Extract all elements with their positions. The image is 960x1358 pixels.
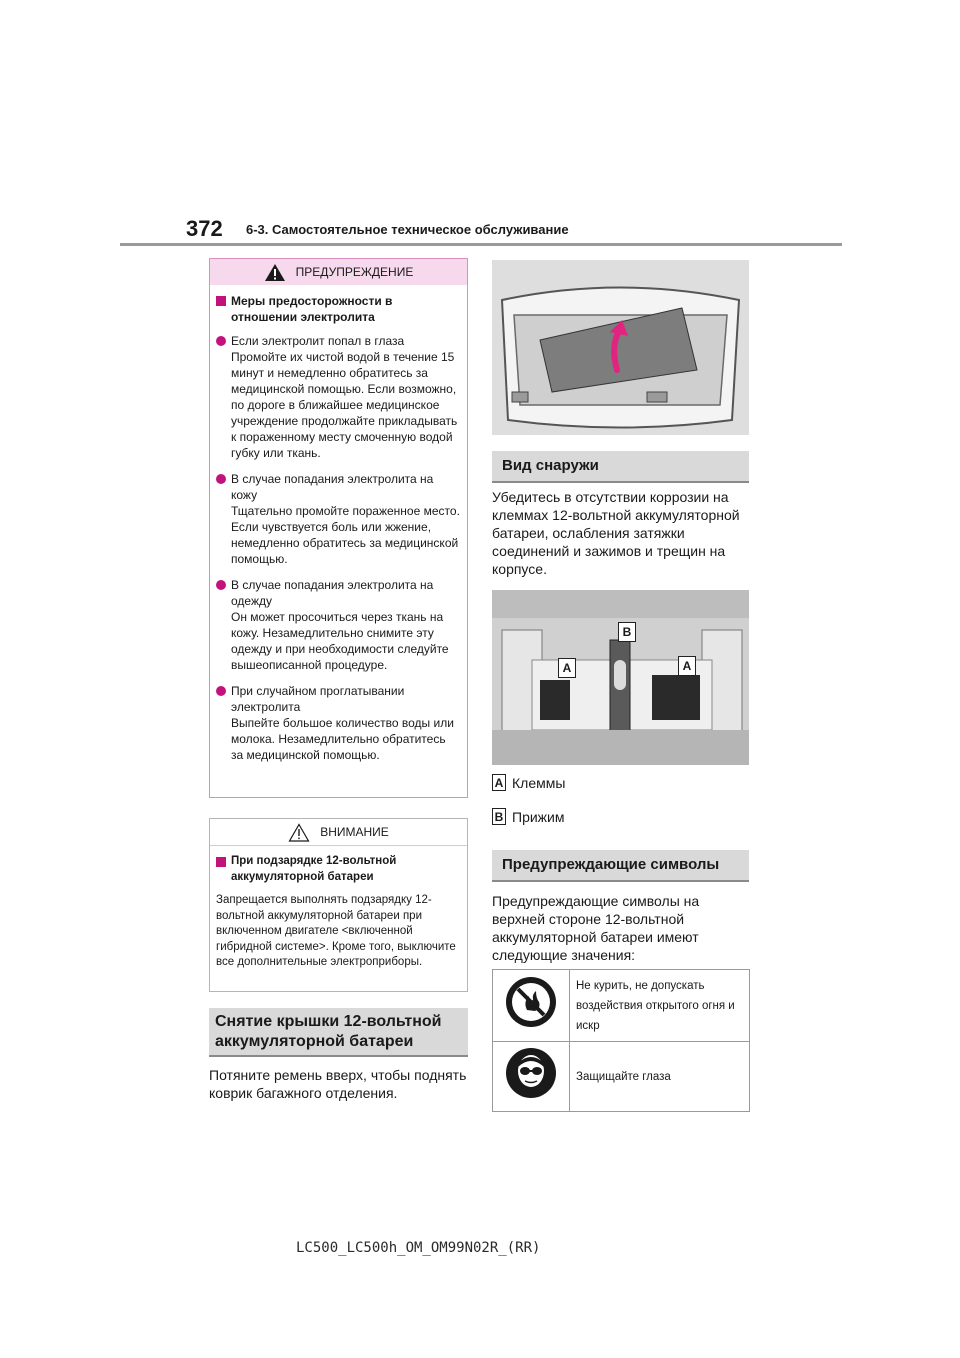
footer-code: LC500_LC500h_OM_OM99N02R_(RR) [296, 1240, 541, 1256]
header-rule [120, 243, 842, 246]
outside-view-text: Убедитесь в отсутствии коррозии на клеммах 12-вольтной аккумуляторной батареи, ослабления затяжки соединений и зажимов и трещин на корпусе. [492, 489, 740, 577]
remove-cover-text: Потяните ремень вверх, чтобы поднять коврик багажного отделения. [209, 1067, 467, 1101]
warning-item: При случайном проглатывании электролита Выпейте большое количество воды или молока. Незамедлительно обратитесь за медицинской помощью. [216, 683, 461, 763]
caution-title: ВНИМАНИЕ [320, 825, 389, 839]
warning-item: В случае попадания электролита на одежду Он может просочиться через ткань на кожу. Незамедлительно снимите эту одежду и при необходимости следуйте вышеописанной процедуре. [216, 577, 461, 673]
trunk-photo [492, 260, 749, 435]
symbol-meaning: Защищайте глаза [570, 1042, 750, 1112]
caution-text: Запрещается выполнять подзарядку 12-вольтной аккумуляторной батареи при включенном двигателе <включенной гибридной системе>. Кроме того, выключите все дополнительные электроприборы. [216, 894, 456, 968]
photo-label-a: A [558, 658, 576, 678]
legend-text: Прижим [512, 808, 565, 825]
legend-key: A [492, 774, 506, 791]
warning-subhead: Меры предосторожности в отношении электролита [216, 293, 461, 325]
warning-box [209, 258, 468, 798]
round-bullet-icon [216, 474, 226, 484]
square-bullet-icon [216, 857, 226, 867]
photo-label-b: B [618, 622, 636, 642]
legend-item [492, 774, 565, 791]
caution-triangle-icon [288, 823, 310, 842]
round-bullet-icon [216, 686, 226, 696]
warning-header [210, 259, 467, 285]
outside-view-heading: Вид снаружи [492, 451, 749, 483]
caution-header [210, 819, 467, 846]
no-fire-icon [505, 976, 557, 1028]
warning-title: ПРЕДУПРЕЖДЕНИЕ [295, 265, 414, 279]
warning-item: В случае попадания электролита на кожу Тщательно промойте пораженное место. Если чувствуется боль или жжение, немедленно обратитесь за медицинской помощью. [216, 471, 461, 567]
symbol-meaning: Не курить, не допускать воздействия открытого огня и искр [570, 970, 750, 1042]
table-row [493, 1042, 750, 1112]
square-bullet-icon [216, 296, 226, 306]
photo-label-a: A [678, 656, 696, 676]
page-number: 372 [186, 216, 223, 241]
remove-cover-heading: Снятие крышки 12-вольтной аккумуляторной батареи [209, 1008, 468, 1057]
battery-photo [492, 590, 749, 765]
caution-subhead: При подзарядке 12-вольтной аккумуляторной батареи [216, 854, 461, 885]
round-bullet-icon [216, 580, 226, 590]
warning-item: Если электролит попал в глаза Промойте их чистой водой в течение 15 минут и немедленно обратитесь за медицинской помощью. Если возможно, по дороге в ближайшее медицинское учреждение продолжайте прикладывать к пораженному месту смоченную водой губку или ткань. [216, 333, 461, 461]
warning-symbols-text: Предупреждающие символы на верхней стороне 12-вольтной аккумуляторной батареи имеют следующие значения: [492, 893, 700, 963]
eye-protection-icon [505, 1047, 557, 1099]
round-bullet-icon [216, 336, 226, 346]
caution-box [209, 818, 468, 992]
legend-item [492, 808, 564, 825]
table-row [493, 970, 750, 1042]
symbols-table [492, 969, 750, 1112]
warning-symbols-heading: Предупреждающие символы [492, 850, 749, 882]
section-title: 6-3. Самостоятельное техническое обслуживание [246, 222, 569, 237]
warning-triangle-icon [264, 263, 286, 282]
legend-text: Клеммы [512, 774, 566, 791]
legend-key: B [492, 808, 506, 825]
